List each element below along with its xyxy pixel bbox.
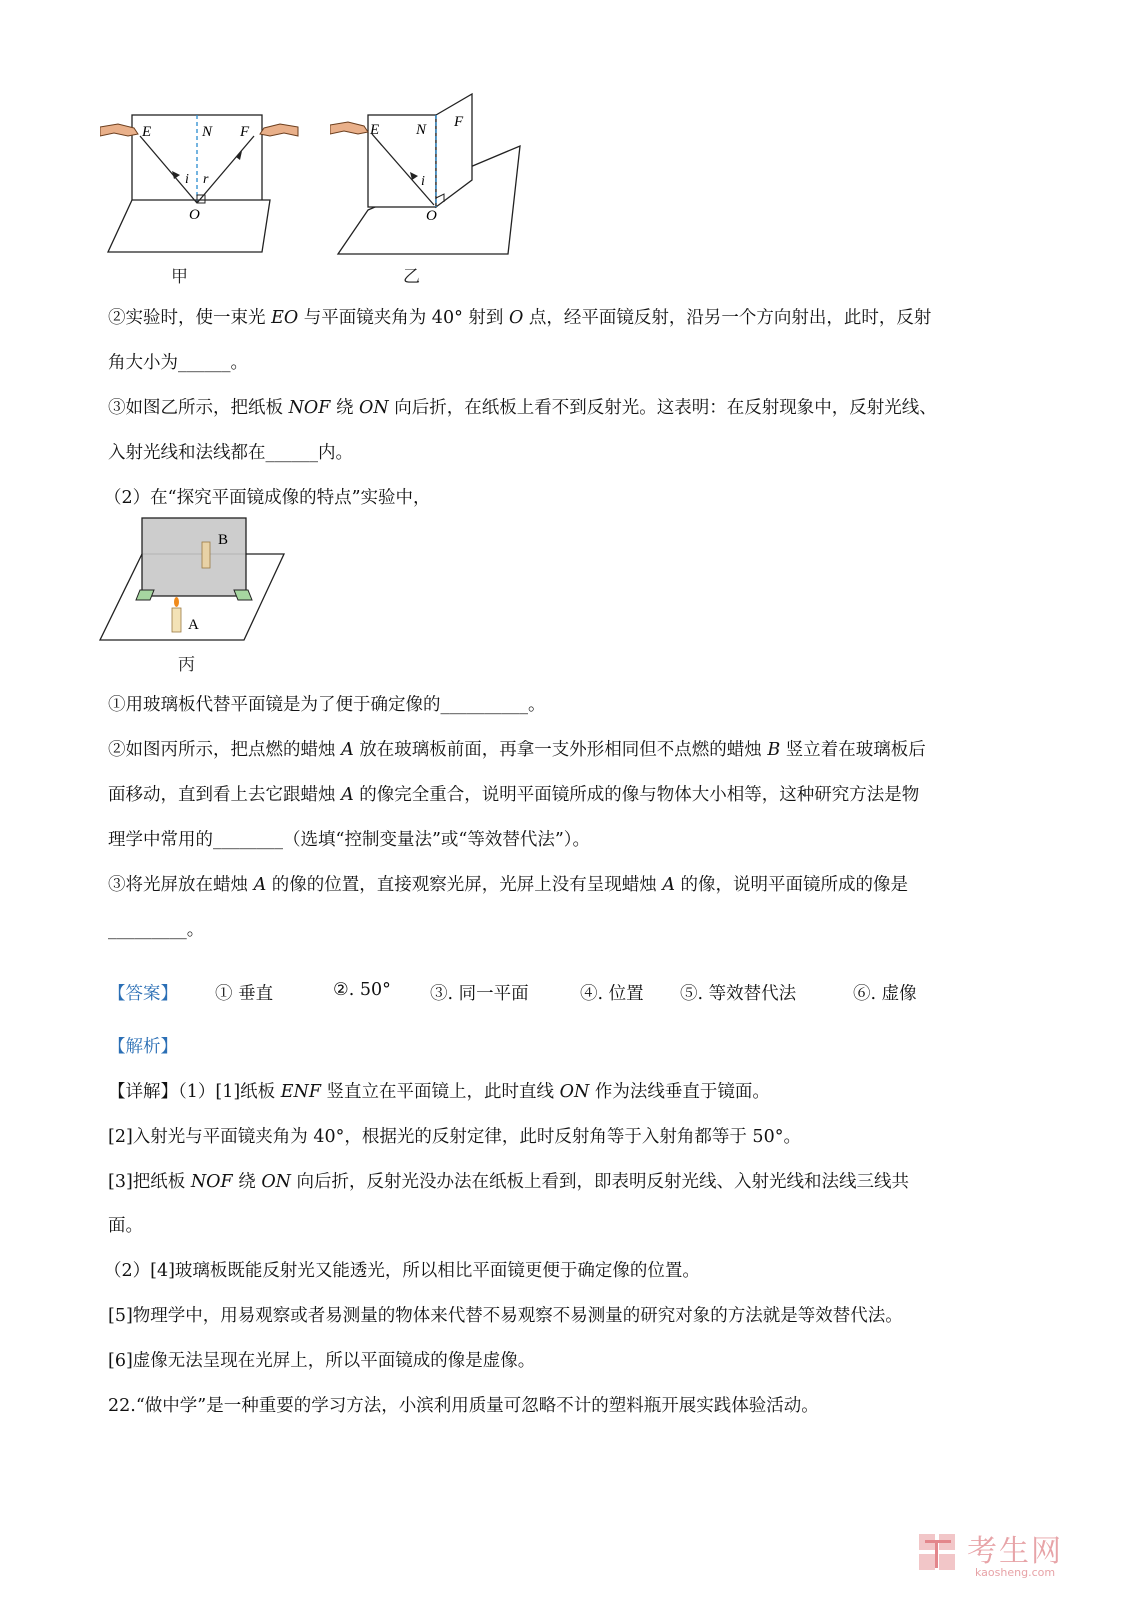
q1-step2-line1: ②实验时，使一束光 EO 与平面镜夹角为 40° 射到 O 点，经平面镜反射，沿另一个方向射出，此时，反射: [108, 308, 932, 328]
q1-step2-line2: 角大小为______。: [108, 353, 248, 373]
fig-bing-label-b: B: [218, 532, 229, 548]
question-22: 22.“做中学”是一种重要的学习方法，小滨利用质量可忽略不计的塑料瓶开展实践体验活动。: [108, 1396, 819, 1416]
answer-item-6: ⑥. 虚像: [853, 984, 917, 1004]
analysis-line-6: [5]物理学中，用易观察或者易测量的物体来代替不易观察不易测量的研究对象的方法就是等效替代法。: [108, 1306, 903, 1326]
q2-intro: （2）在“探究平面镜成像的特点”实验中，: [104, 488, 431, 508]
fig-jia-label-r: r: [203, 172, 209, 187]
answer-item-3: ③. 同一平面: [430, 984, 529, 1004]
figure-bing-caption: 丙: [178, 655, 195, 675]
watermark: [915, 1526, 1085, 1586]
answer-item-5: ⑤. 等效替代法: [680, 984, 797, 1004]
q2-step2-line3: 理学中常用的________（选填“控制变量法”或“等效替代法”）。: [108, 830, 591, 850]
q1-step3-line1: ③如图乙所示，把纸板 NOF 绕 ON 向后折，在纸板上看不到反射光。这表明：在反射现象中，反射光线、: [108, 398, 937, 418]
figure-yi-caption: 乙: [403, 267, 420, 287]
analysis-line-7: [6]虚像无法呈现在光屏上，所以平面镜成的像是虚像。: [108, 1351, 536, 1371]
analysis-line-1: 【详解】（1）[1]纸板 ENF 竖直立在平面镜上，此时直线 ON 作为法线垂直于镜面。: [108, 1082, 770, 1102]
analysis-tag: 【解析】: [108, 1037, 178, 1057]
fig-bing-label-a: A: [188, 617, 199, 633]
fig-yi-label-o: O: [426, 208, 437, 224]
analysis-line-3: [3]把纸板 NOF 绕 ON 向后折，反射光没办法在纸板上看到，即表明反射光线、入射光线和法线三线共: [108, 1172, 910, 1192]
analysis-line-4: 面。: [108, 1216, 143, 1236]
figure-bing: [96, 512, 296, 650]
fig-yi-label-i: i: [421, 174, 425, 189]
q1-step3-line2: 入射光线和法线都在______内。: [108, 443, 353, 463]
answer-item-1: ① 垂直: [215, 984, 274, 1004]
analysis-line-2: [2]入射光与平面镜夹角为 40°，根据光的反射定律，此时反射角等于入射角都等于 50°。: [108, 1127, 801, 1147]
fig-jia-label-e: E: [142, 124, 152, 140]
fig-jia-label-o: O: [189, 207, 200, 223]
figure-jia: [100, 100, 300, 270]
q2-step3-line2: _________。: [108, 920, 205, 940]
fig-jia-label-f: F: [240, 124, 250, 140]
q2-step3-line1: ③将光屏放在蜡烛 A 的像的位置，直接观察光屏，光屏上没有呈现蜡烛 A 的像，说明平面镜所成的像是: [108, 875, 909, 895]
fig-yi-label-e: E: [370, 122, 380, 138]
figure-jia-caption: 甲: [171, 267, 188, 287]
q2-step2-line1: ②如图丙所示，把点燃的蜡烛 A 放在玻璃板前面，再拿一支外形相同但不点燃的蜡烛 B 竖立着在玻璃板后: [108, 740, 926, 760]
answer-tag: 【答案】: [108, 984, 178, 1004]
answer-item-4: ④. 位置: [580, 984, 644, 1004]
fig-jia-label-i: i: [185, 172, 189, 187]
fig-jia-label-n: N: [202, 124, 213, 140]
watermark-text: 考生网: [967, 1534, 1063, 1569]
q2-step1: ①用玻璃板代替平面镜是为了便于确定像的__________。: [108, 695, 546, 715]
fig-yi-label-n: N: [416, 122, 427, 138]
watermark-url: kaosheng.com: [975, 1566, 1056, 1579]
q2-step2-line2: 面移动，直到看上去它跟蜡烛 A 的像完全重合，说明平面镜所成的像与物体大小相等，这种研究方法是物: [108, 785, 920, 805]
figure-yi: [330, 90, 530, 270]
analysis-line-5: （2）[4]玻璃板既能反射光又能透光，所以相比平面镜更便于确定像的位置。: [104, 1261, 700, 1281]
kaosheng-logo-icon: [915, 1530, 961, 1576]
fig-yi-label-f: F: [454, 114, 464, 130]
answer-item-2: ②. 50°: [333, 980, 391, 1000]
